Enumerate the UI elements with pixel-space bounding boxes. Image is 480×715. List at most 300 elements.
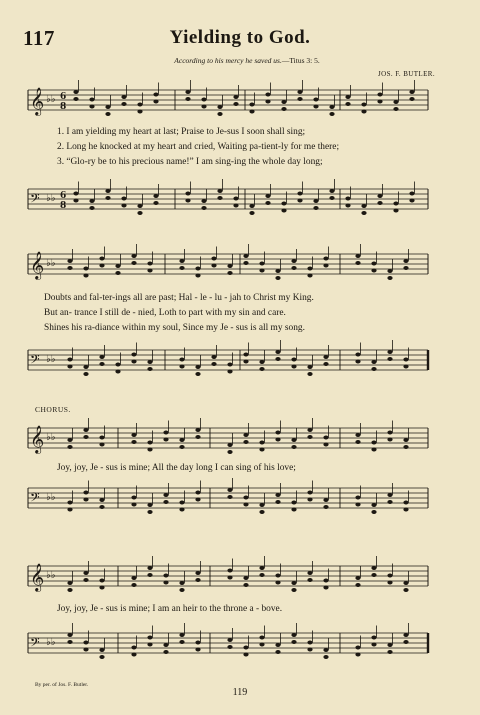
note-head [67,501,72,505]
note-head [99,655,104,659]
note-head [275,500,280,504]
note-head [147,510,152,514]
note-head [403,640,408,644]
note-head [361,211,366,215]
note-head [403,438,408,442]
note-head [259,636,264,640]
note-head [217,196,222,200]
note-head [131,254,136,258]
note-head [329,189,334,193]
flat-key-signature: ♭♭ [46,354,56,365]
chorus-line-1: Joy, joy, Je - sus is mine; All the day long I can sing of his love; [57,463,296,473]
note-head [329,105,334,109]
note-head [67,581,72,585]
note-head [265,194,270,198]
note-head [163,438,168,442]
note-head [313,206,318,210]
time-signature-top: 6 [60,191,67,201]
note-head [323,579,328,583]
note-head [259,503,264,507]
note-head [105,112,110,116]
note-head [275,650,280,654]
note-head [355,646,360,650]
note-head [83,648,88,652]
note-head [163,431,168,435]
note-head [249,103,254,107]
note-head [355,503,360,507]
note-head [131,583,136,587]
note-head [259,269,264,273]
note-head [179,365,184,369]
note-head [307,641,312,645]
bass-clef: 𝄢 [30,191,40,209]
note-head [243,440,248,444]
note-head [249,211,254,215]
note-head [243,496,248,500]
note-head [201,199,206,203]
note-head [409,97,414,101]
note-head [275,269,280,273]
note-head [195,648,200,652]
note-head [307,491,312,495]
note-head [131,433,136,437]
note-head [195,274,200,278]
note-head [105,196,110,200]
note-head [227,638,232,642]
note-head [291,633,296,637]
note-head [403,259,408,263]
note-head [291,445,296,449]
note-head [403,445,408,449]
note-head [243,360,248,364]
note-head [345,102,350,106]
note-head [195,435,200,439]
page-number: 119 [232,687,248,698]
note-head [265,100,270,104]
verse-1-line-1: 1. I am yielding my heart at last; Praise to Je-sus I soon shall sing; [57,127,306,137]
note-head [233,102,238,106]
note-head [361,110,366,114]
time-signature-bottom: 8 [60,201,67,211]
hymn-title: Yielding to God. [169,27,311,48]
note-head [121,102,126,106]
note-head [147,566,152,570]
treble-clef: 𝄞 [30,251,45,279]
note-head [313,199,318,203]
note-head [83,498,88,502]
note-head [137,103,142,107]
verse-3-line-2: Shines his ra-diance within my soul, Since my Je - sus is all my song. [44,323,305,333]
note-head [387,493,392,497]
note-head [99,498,104,502]
note-head [259,441,264,445]
note-head [403,581,408,585]
note-head [313,105,318,109]
note-head [307,435,312,439]
note-head [67,259,72,263]
note-head [291,581,296,585]
note-head [403,358,408,362]
bass-clef: 𝄢 [30,490,40,508]
note-head [291,588,296,592]
note-head [307,578,312,582]
note-head [163,574,168,578]
note-head [83,365,88,369]
note-head [99,586,104,590]
note-head [355,576,360,580]
note-head [259,566,264,570]
note-head [281,100,286,104]
note-head [249,204,254,208]
note-head [393,107,398,111]
note-head [147,360,152,364]
note-head [227,271,232,275]
note-head [131,653,136,657]
note-head [323,586,328,590]
note-head [291,640,296,644]
note-head [179,508,184,512]
note-head [393,202,398,206]
note-head [83,641,88,645]
note-head [67,633,72,637]
note-head [99,362,104,366]
note-head [83,435,88,439]
note-head [323,505,328,509]
note-head [227,443,232,447]
note-head [147,448,152,452]
note-head [99,505,104,509]
note-head [243,653,248,657]
note-head [371,360,376,364]
note-head [131,440,136,444]
note-head [307,571,312,575]
note-head [243,433,248,437]
note-head [377,194,382,198]
note-head [83,578,88,582]
note-head [195,641,200,645]
composer-credit: JOS. F. BUTLER. [378,70,435,78]
note-head [227,370,232,374]
note-head [409,90,414,94]
note-head [179,501,184,505]
note-head [115,363,120,367]
note-head [323,257,328,261]
note-head [195,578,200,582]
note-head [163,643,168,647]
note-head [371,503,376,507]
note-head [185,192,190,196]
note-head [275,431,280,435]
verse-2-line-2: But an- trance I still de - nied, Loth to part with my sin and care. [44,308,286,318]
bass-clef: 𝄢 [30,635,40,653]
note-head [99,648,104,652]
note-head [67,445,72,449]
note-head [131,503,136,507]
note-head [371,643,376,647]
note-head [377,100,382,104]
note-head [195,491,200,495]
note-head [115,264,120,268]
note-head [99,257,104,261]
note-head [67,266,72,270]
note-head [73,97,78,101]
note-head [275,643,280,647]
note-head [195,571,200,575]
note-head [265,93,270,97]
note-head [345,197,350,201]
verse-2-line-1: 2. Long he knocked at my heart and cried, Waiting pa-tient-ly for me there; [57,142,340,152]
note-head [179,438,184,442]
note-head [83,428,88,432]
note-head [307,365,312,369]
note-head [403,501,408,505]
note-head [323,498,328,502]
note-head [243,261,248,265]
note-head [243,503,248,507]
note-head [259,360,264,364]
flat-key-signature: ♭♭ [46,94,56,105]
note-head [275,350,280,354]
note-head [281,209,286,213]
note-head [259,643,264,647]
note-head [147,262,152,266]
note-head [227,569,232,573]
note-head [179,581,184,585]
note-head [323,264,328,268]
note-head [355,254,360,258]
note-head [67,588,72,592]
note-head [243,254,248,258]
note-head [371,636,376,640]
note-head [387,438,392,442]
note-head [291,358,296,362]
flat-key-signature: ♭♭ [46,492,56,503]
note-head [121,95,126,99]
note-head [323,443,328,447]
note-head [403,266,408,270]
note-head [211,355,216,359]
note-head [179,588,184,592]
note-head [67,358,72,362]
note-head [131,646,136,650]
note-head [297,192,302,196]
note-head [387,357,392,361]
treble-clef: 𝄞 [30,425,45,453]
note-head [115,370,120,374]
note-head [275,357,280,361]
note-head [275,493,280,497]
note-head [227,488,232,492]
note-head [105,189,110,193]
note-head [201,206,206,210]
note-head [137,211,142,215]
note-head [275,581,280,585]
note-head [185,97,190,101]
note-head [307,428,312,432]
flat-key-signature: ♭♭ [46,637,56,648]
note-head [121,204,126,208]
note-head [227,645,232,649]
note-head [275,574,280,578]
note-head [387,350,392,354]
note-head [377,201,382,205]
chorus-label: CHORUS. [35,405,71,414]
note-head [243,353,248,357]
note-head [323,355,328,359]
note-head [217,189,222,193]
note-head [387,431,392,435]
note-head [99,436,104,440]
note-head [275,276,280,280]
note-head [227,495,232,499]
note-head [67,640,72,644]
note-head [73,199,78,203]
note-head [377,93,382,97]
note-head [307,498,312,502]
note-head [323,362,328,366]
chorus-line-2: Joy, joy, Je - sus is mine; I am an heir to the throne a - bove. [57,604,283,614]
verse-1-line-2: Doubts and fal-ter-ings all are past; Hal - le - lu - jah to Christ my King. [44,293,314,303]
note-head [307,267,312,271]
note-head [371,573,376,577]
note-head [323,436,328,440]
note-head [211,264,216,268]
flat-key-signature: ♭♭ [46,258,56,269]
note-head [393,209,398,213]
note-head [259,448,264,452]
note-head [393,100,398,104]
note-head [131,496,136,500]
note-head [345,95,350,99]
note-head [243,576,248,580]
note-head [201,98,206,102]
verse-3-line-1: 3. “Glo-ry be to his precious name!” I am sing-ing the whole day long; [57,157,323,167]
note-head [83,372,88,376]
note-head [99,579,104,583]
note-head [355,353,360,357]
note-head [291,501,296,505]
note-head [355,583,360,587]
note-head [89,105,94,109]
note-head [409,199,414,203]
note-head [99,355,104,359]
note-head [409,192,414,196]
note-head [227,363,232,367]
note-head [329,196,334,200]
note-head [371,448,376,452]
note-head [371,262,376,266]
note-head [313,98,318,102]
note-head [227,264,232,268]
note-head [211,362,216,366]
note-head [105,105,110,109]
note-head [387,650,392,654]
note-head [259,510,264,514]
note-head [355,261,360,265]
note-head [387,276,392,280]
note-head [153,201,158,205]
note-head [243,583,248,587]
note-head [179,259,184,263]
note-head [291,508,296,512]
note-head [233,197,238,201]
note-head [371,367,376,371]
note-head [73,90,78,94]
note-head [217,112,222,116]
note-head [195,372,200,376]
note-head [243,646,248,650]
note-head [403,365,408,369]
note-head [137,204,142,208]
note-head [291,365,296,369]
hymn-number: 117 [23,26,55,50]
note-head [89,199,94,203]
note-head [227,576,232,580]
note-head [297,97,302,101]
note-head [387,581,392,585]
note-head [281,202,286,206]
note-head [355,440,360,444]
note-head [179,358,184,362]
note-head [387,643,392,647]
note-head [153,194,158,198]
note-head [403,633,408,637]
note-head [83,491,88,495]
note-head [147,636,152,640]
note-head [163,650,168,654]
note-head [153,93,158,97]
note-head [163,500,168,504]
note-head [147,441,152,445]
note-head [233,204,238,208]
note-head [387,500,392,504]
note-head [67,365,72,369]
note-head [371,566,376,570]
note-head [147,573,152,577]
note-head [291,259,296,263]
note-head [233,95,238,99]
note-head [297,90,302,94]
note-head [179,445,184,449]
note-head [185,90,190,94]
treble-clef: 𝄞 [30,563,45,591]
note-head [275,438,280,442]
note-head [179,640,184,644]
note-head [195,428,200,432]
note-head [83,267,88,271]
note-head [217,105,222,109]
note-head [179,633,184,637]
flat-key-signature: ♭♭ [46,193,56,204]
note-head [259,262,264,266]
note-head [211,257,216,261]
permission-credit: By per. of Jos. F. Butler. [35,682,89,688]
note-head [131,576,136,580]
note-head [137,110,142,114]
note-head [121,197,126,201]
flat-key-signature: ♭♭ [46,570,56,581]
time-signature-bottom: 8 [60,102,67,112]
note-head [265,201,270,205]
note-head [307,274,312,278]
note-head [99,443,104,447]
note-head [355,360,360,364]
note-head [83,571,88,575]
note-head [355,433,360,437]
note-head [297,199,302,203]
note-head [115,271,120,275]
note-head [99,264,104,268]
